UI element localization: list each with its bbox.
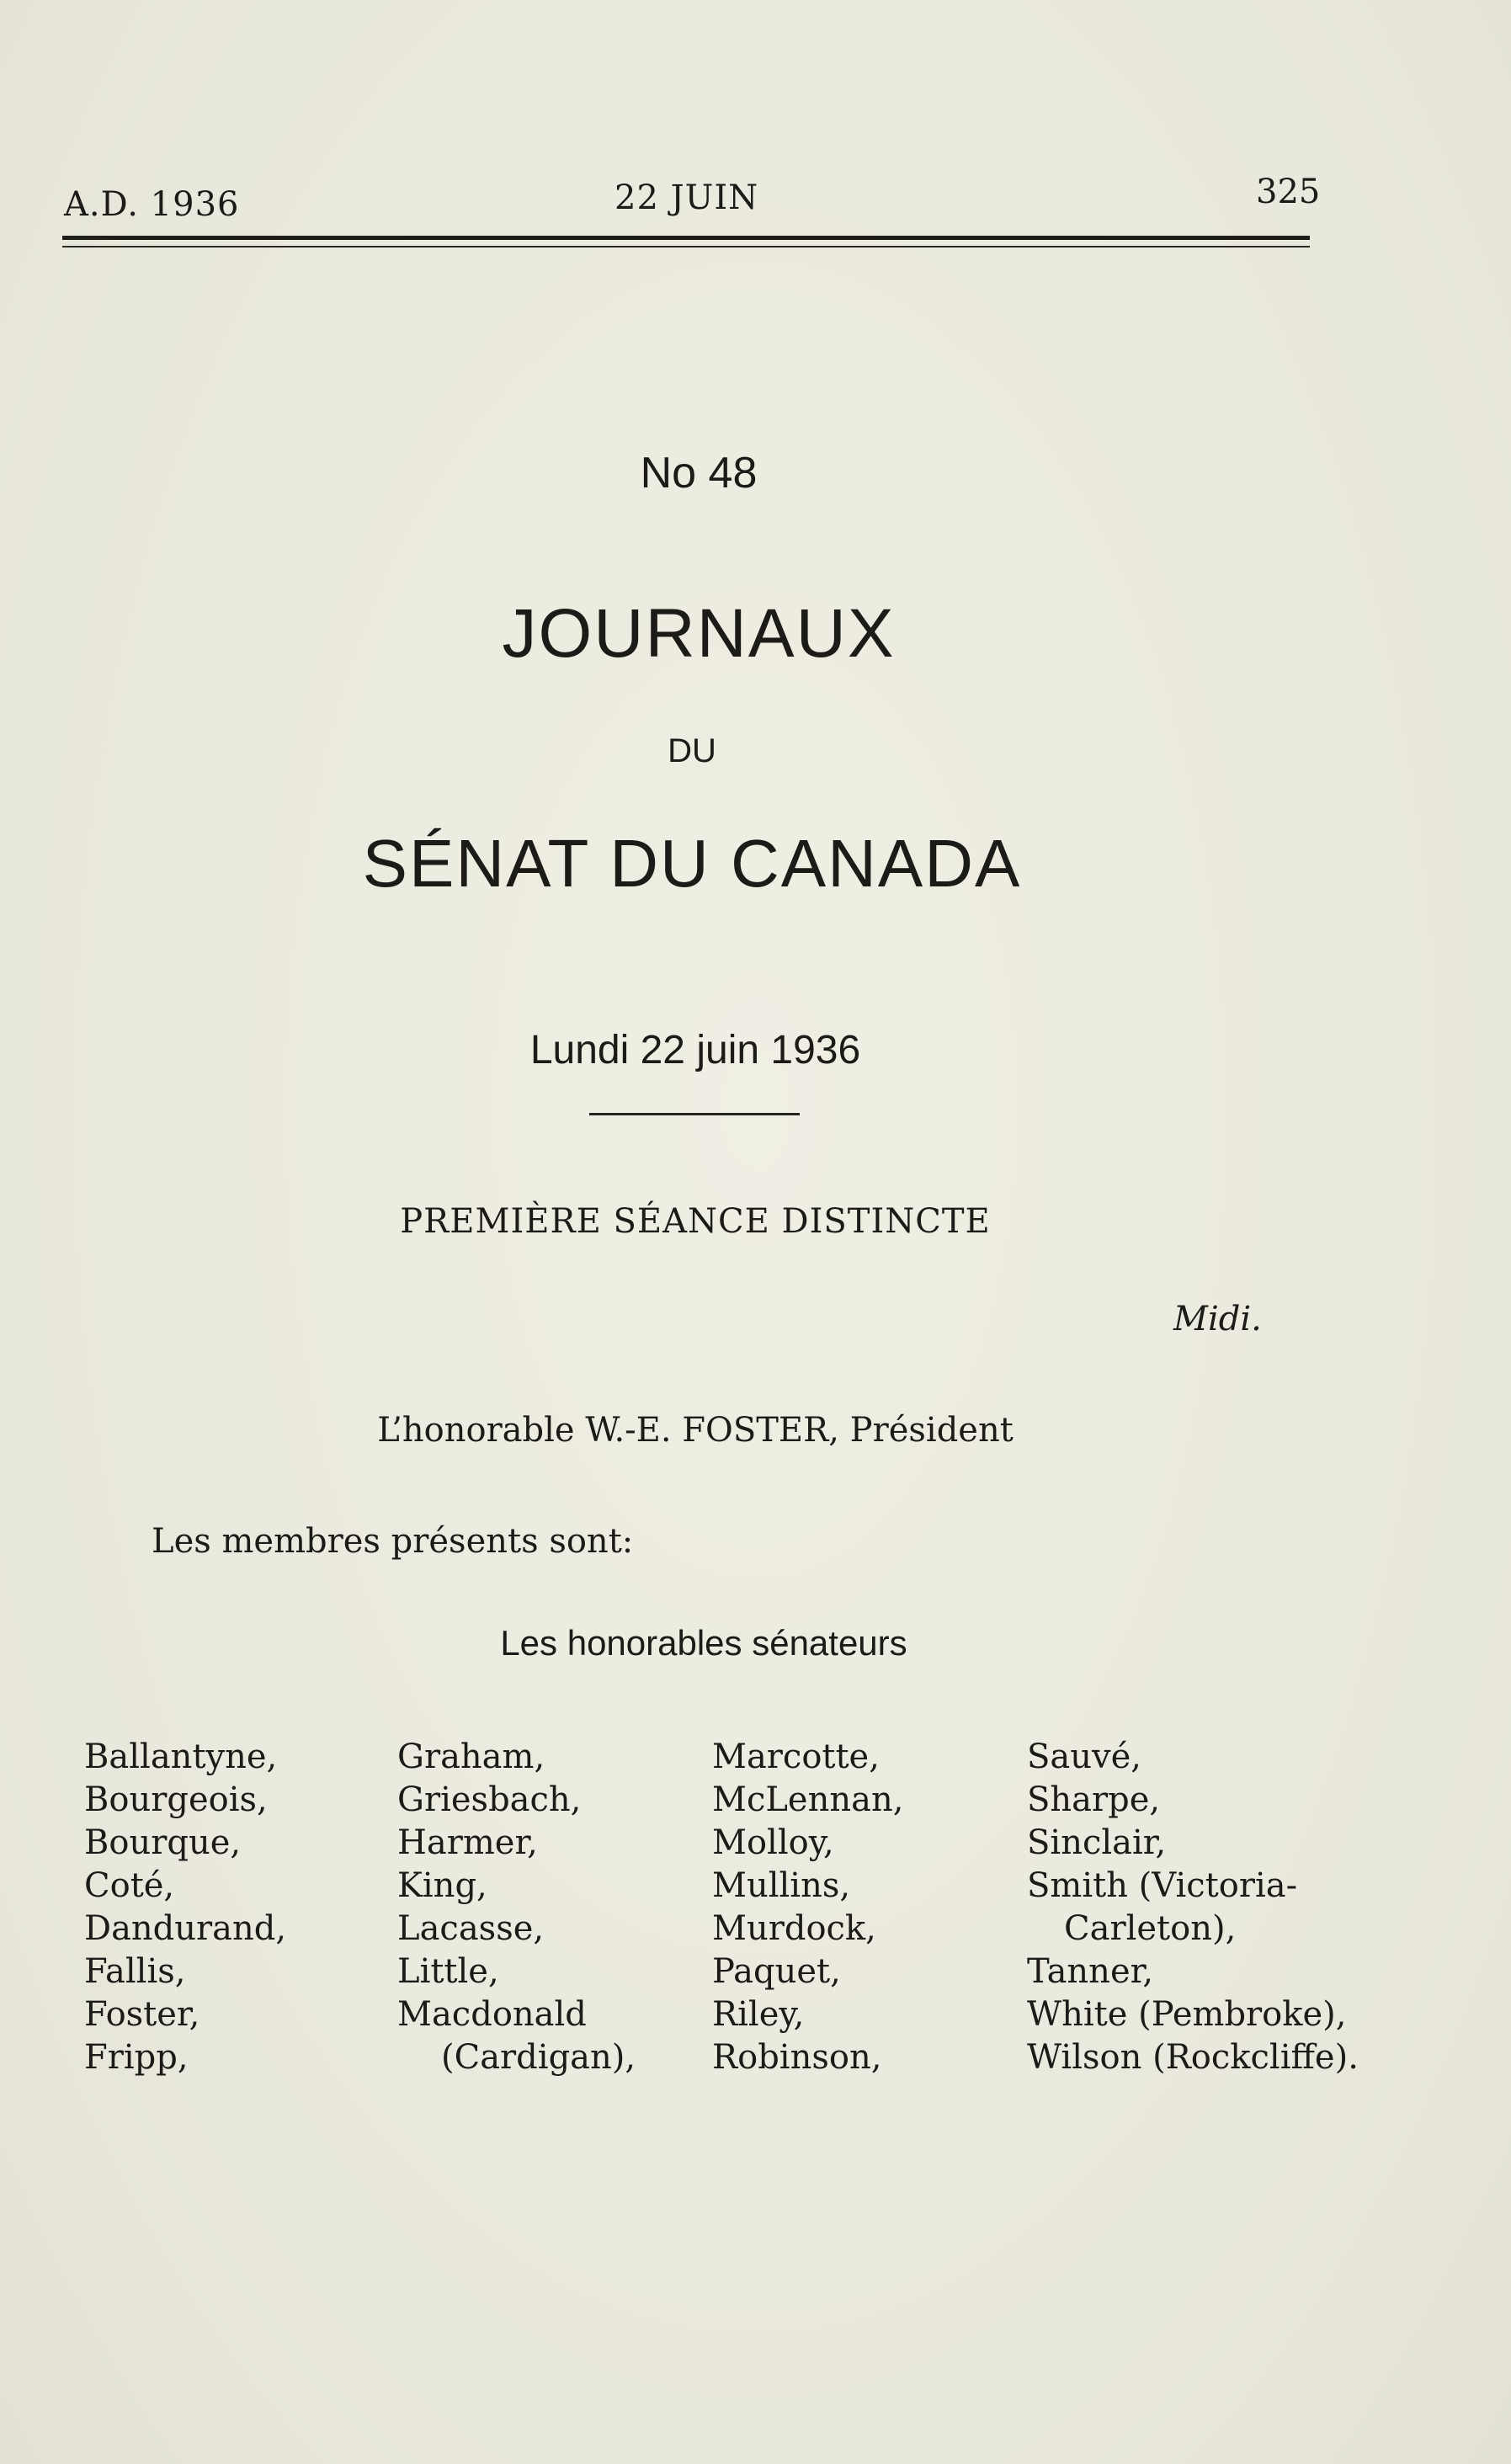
issue-number: No 48 bbox=[640, 449, 758, 498]
senator-name: Harmer, bbox=[397, 1823, 538, 1862]
senator-name: Coté, bbox=[84, 1866, 175, 1905]
senator-name: Marcotte, bbox=[712, 1738, 880, 1776]
senator-name: Smith (Victoria- bbox=[1027, 1866, 1298, 1905]
page-number: 325 bbox=[1256, 173, 1321, 211]
senator-name-continuation: (Cardigan), bbox=[441, 2038, 636, 2077]
senator-name: Molloy, bbox=[712, 1823, 834, 1862]
senator-name: Riley, bbox=[712, 1995, 805, 2034]
journal-title: JOURNAUX bbox=[502, 595, 896, 672]
senator-name: Foster, bbox=[84, 1995, 200, 2034]
senator-name: Sinclair, bbox=[1027, 1823, 1167, 1862]
senator-name: Murdock, bbox=[712, 1909, 876, 1948]
senator-name: Lacasse, bbox=[397, 1909, 545, 1948]
senator-name: Dandurand, bbox=[84, 1909, 287, 1948]
senator-name: Macdonald bbox=[397, 1995, 587, 2034]
senator-name: King, bbox=[397, 1866, 487, 1905]
senator-column-3 bbox=[712, 1736, 903, 2079]
senator-name: Fripp, bbox=[84, 2038, 189, 2077]
senator-column-2 bbox=[397, 1736, 636, 2079]
senator-name: Griesbach, bbox=[397, 1780, 582, 1819]
presiding-officer: L’honorable W.-E. FOSTER, Président bbox=[377, 1411, 1014, 1450]
senator-name: Bourgeois, bbox=[84, 1780, 268, 1819]
title-connector: DU bbox=[668, 732, 716, 769]
header-rule-thin bbox=[62, 246, 1310, 247]
senator-name: Graham, bbox=[397, 1738, 545, 1776]
senator-name: Sharpe, bbox=[1027, 1780, 1161, 1819]
header-rule-thick bbox=[62, 236, 1310, 240]
senator-name: Sauvé, bbox=[1027, 1738, 1141, 1776]
senator-name-continuation: Carleton), bbox=[1064, 1909, 1237, 1948]
header-date: 22 JUIN bbox=[615, 178, 759, 217]
sitting-time: Midi. bbox=[1173, 1300, 1262, 1338]
senator-name: Fallis, bbox=[84, 1952, 186, 1991]
sitting-date: Lundi 22 juin 1936 bbox=[529, 1028, 861, 1072]
institution-title: SÉNAT DU CANADA bbox=[362, 826, 1022, 901]
senator-name: Ballantyne, bbox=[84, 1738, 278, 1776]
senator-name: Mullins, bbox=[712, 1866, 851, 1905]
senator-name: White (Pembroke), bbox=[1027, 1995, 1347, 2034]
senator-name: Paquet, bbox=[712, 1952, 841, 1991]
senator-column-4 bbox=[1027, 1736, 1359, 2079]
header-year: A.D. 1936 bbox=[64, 185, 240, 224]
senator-name: Tanner, bbox=[1027, 1952, 1154, 1991]
senator-name: Robinson, bbox=[712, 2038, 882, 2077]
sitting-heading: PREMIÈRE SÉANCE DISTINCTE bbox=[400, 1202, 991, 1241]
senator-name: Little, bbox=[397, 1952, 499, 1991]
senator-name: Wilson (Rockcliffe). bbox=[1027, 2038, 1359, 2077]
senators-heading: Les honorables sénateurs bbox=[500, 1623, 907, 1663]
senator-name: Bourque, bbox=[84, 1823, 242, 1862]
senator-column-1 bbox=[84, 1736, 286, 2079]
senator-name: McLennan, bbox=[712, 1780, 904, 1819]
members-intro: Les membres présents sont: bbox=[152, 1522, 634, 1561]
date-divider bbox=[589, 1113, 800, 1115]
